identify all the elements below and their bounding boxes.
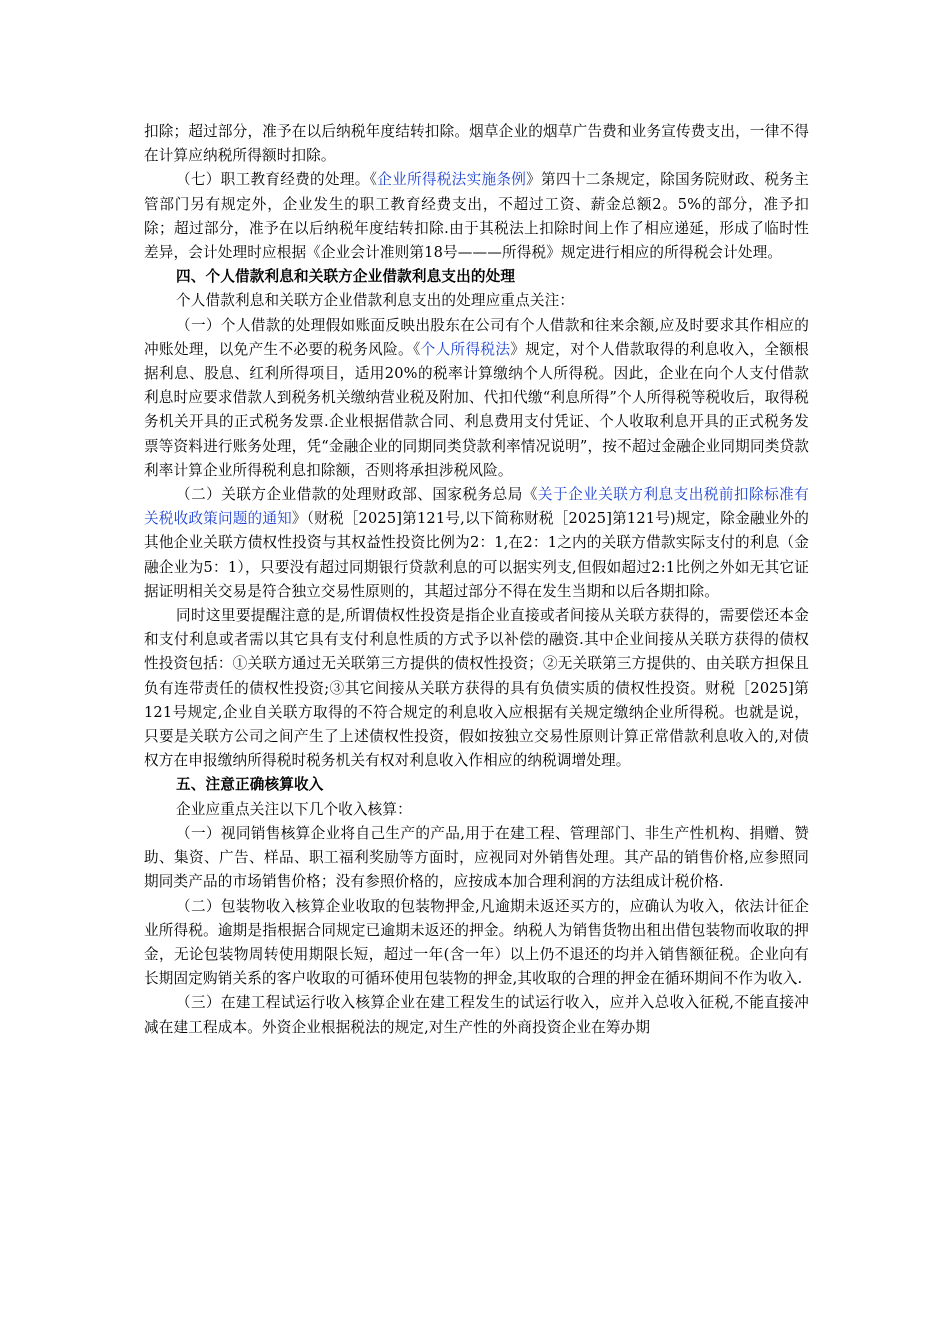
- paragraph-personal-loan: [144, 314, 809, 483]
- paragraph-text: 》规定，对个人借款取得的利息收入，全额根据利息、股息、红利所得项目，适用20%的税率计算缴纳个人所得税。因此，企业在向个人支付借款利息时应要求借款人到税务机关缴纳营业税及附加、代扣代缴“利息所得”个人所得税等税收后，取得税务机关开具的正式税务发票.企业根据借款合同、利息费用支付凭证、个人收取利息开具的正式税务发票等资料进行账务处理，凭“金融企业的同期同类贷款利率情况说明”，按不超过金融企业同期同类贷款利率计算企业所得税利息扣除额，否则将承担涉税风险。: [144, 340, 809, 479]
- section-heading-4: 四、个人借款利息和关联方企业借款利息支出的处理: [176, 268, 516, 286]
- paragraph: （三）在建工程试运行收入核算企业在建工程发生的试运行收入，应并入总收入征税,不能直接冲减在建工程成本。外资企业根据税法的规定,对生产性的外商投资企业在筹办期: [144, 994, 809, 1036]
- paragraph-text: （二）关联方企业借款的处理财政部、国家税务总局《: [176, 486, 538, 504]
- paragraph: （一）视同销售核算企业将自己生产的产品,用于在建工程、管理部门、非生产性机构、捐赠、赞助、集资、广告、样品、职工福利奖励等方面时，应视同对外销售处理。其产品的销售价格,应参照同期同类产品的市场销售价格；没有参照价格的，应按成本加合理利润的方法组成计税价格.: [144, 824, 809, 891]
- paragraph: 个人借款利息和关联方企业借款利息支出的处理应重点关注：: [176, 292, 575, 310]
- document-page: [144, 120, 809, 1040]
- link-personal-income-tax-law[interactable]: 个人所得税法: [420, 340, 511, 358]
- paragraph-text: （七）职工教育经费的处理。《: [176, 171, 378, 189]
- paragraph-text: 》第四十二条规定，除国务院财政、税务主管部门另有规定外，企业发生的职工教育经费支出，不超过工资、薪金总额2。5%的部分，准予扣除；超过部分，准予在以后纳税年度结转扣除.由于其税法上扣除时间上作了相应递延，形成了临时性差异，会计处理时应根据《企业会计准则第18号———所得税》规定进行相应的所得税会计处理。: [144, 171, 809, 262]
- paragraph: 企业应重点关注以下几个收入核算：: [176, 800, 412, 818]
- link-enterprise-income-tax-regulations[interactable]: 企业所得税法实施条例: [377, 171, 527, 189]
- link-related-party-interest-notice[interactable]: 关于企业关联方利息支出税前扣除标准有关税收政策问题的通知: [144, 486, 809, 528]
- section-heading-5: 五、注意正确核算收入: [176, 776, 324, 794]
- paragraph: 同时这里要提醒注意的是,所谓债权性投资是指企业直接或者间接从关联方获得的，需要偿还本金和支付利息或者需以其它具有支付利息性质的方式予以补偿的融资.其中企业间接从关联方获得的债权性投资包括：①关联方通过无关联第三方提供的债权性投资；②无关联第三方提供的、由关联方担保且负有连带责任的债权性投资;③其它间接从关联方获得的具有负债实质的债权性投资。财税［2025]第121号规定,企业自关联方取得的不符合规定的利息收入应根据有关规定缴纳企业所得税。也就是说，只要是关联方公司之间产生了上述债权性投资，假如按独立交易性原则计算正常借款利息收入的,对债权方在申报缴纳所得税时税务机关有权对利息收入作相应的纳税调增处理。: [144, 607, 809, 770]
- paragraph: （二）包装物收入核算企业收取的包装物押金,凡逾期未返还买方的，应确认为收入，依法计征企业所得税。逾期是指根据合同规定已逾期未返还的押金。纳税人为销售货物出租出借包装物而收取的押金，无论包装物周转使用期限长短，超过一年(含一年）以上仍不退还的均并入销售额征税。企业向有长期固定购销关系的客户收取的可循环使用包装物的押金,其收取的合理的押金在循环期间不作为收入.: [144, 897, 809, 988]
- paragraph-staff-education: [144, 168, 809, 265]
- paragraph-related-party-loan: [144, 483, 809, 604]
- paragraph-text: 》（财税［2025]第121号,以下简称财税［2025]第121号)规定，除金融业外的其他企业关联方债权性投资与其权益性投资比例为2：1,在2：1之内的关联方借款实际支付的利息（金融企业为5：1），只要没有超过同期银行贷款利息的可以据实列支,但假如超过2:1比例之外如无其它证据证明相关交易是符合独立交易性原则的，其超过部分不得在发生当期和以后各期扣除。: [144, 510, 809, 600]
- paragraph: 扣除；超过部分，准予在以后纳税年度结转扣除。烟草企业的烟草广告费和业务宣传费支出，一律不得在计算应纳税所得额时扣除。: [144, 123, 809, 165]
- paragraph-text: （一）个人借款的处理假如账面反映出股东在公司有个人借款和往来余额,应及时要求其作相应的冲账处理，以免产生不必要的税务风险。《: [144, 316, 809, 358]
